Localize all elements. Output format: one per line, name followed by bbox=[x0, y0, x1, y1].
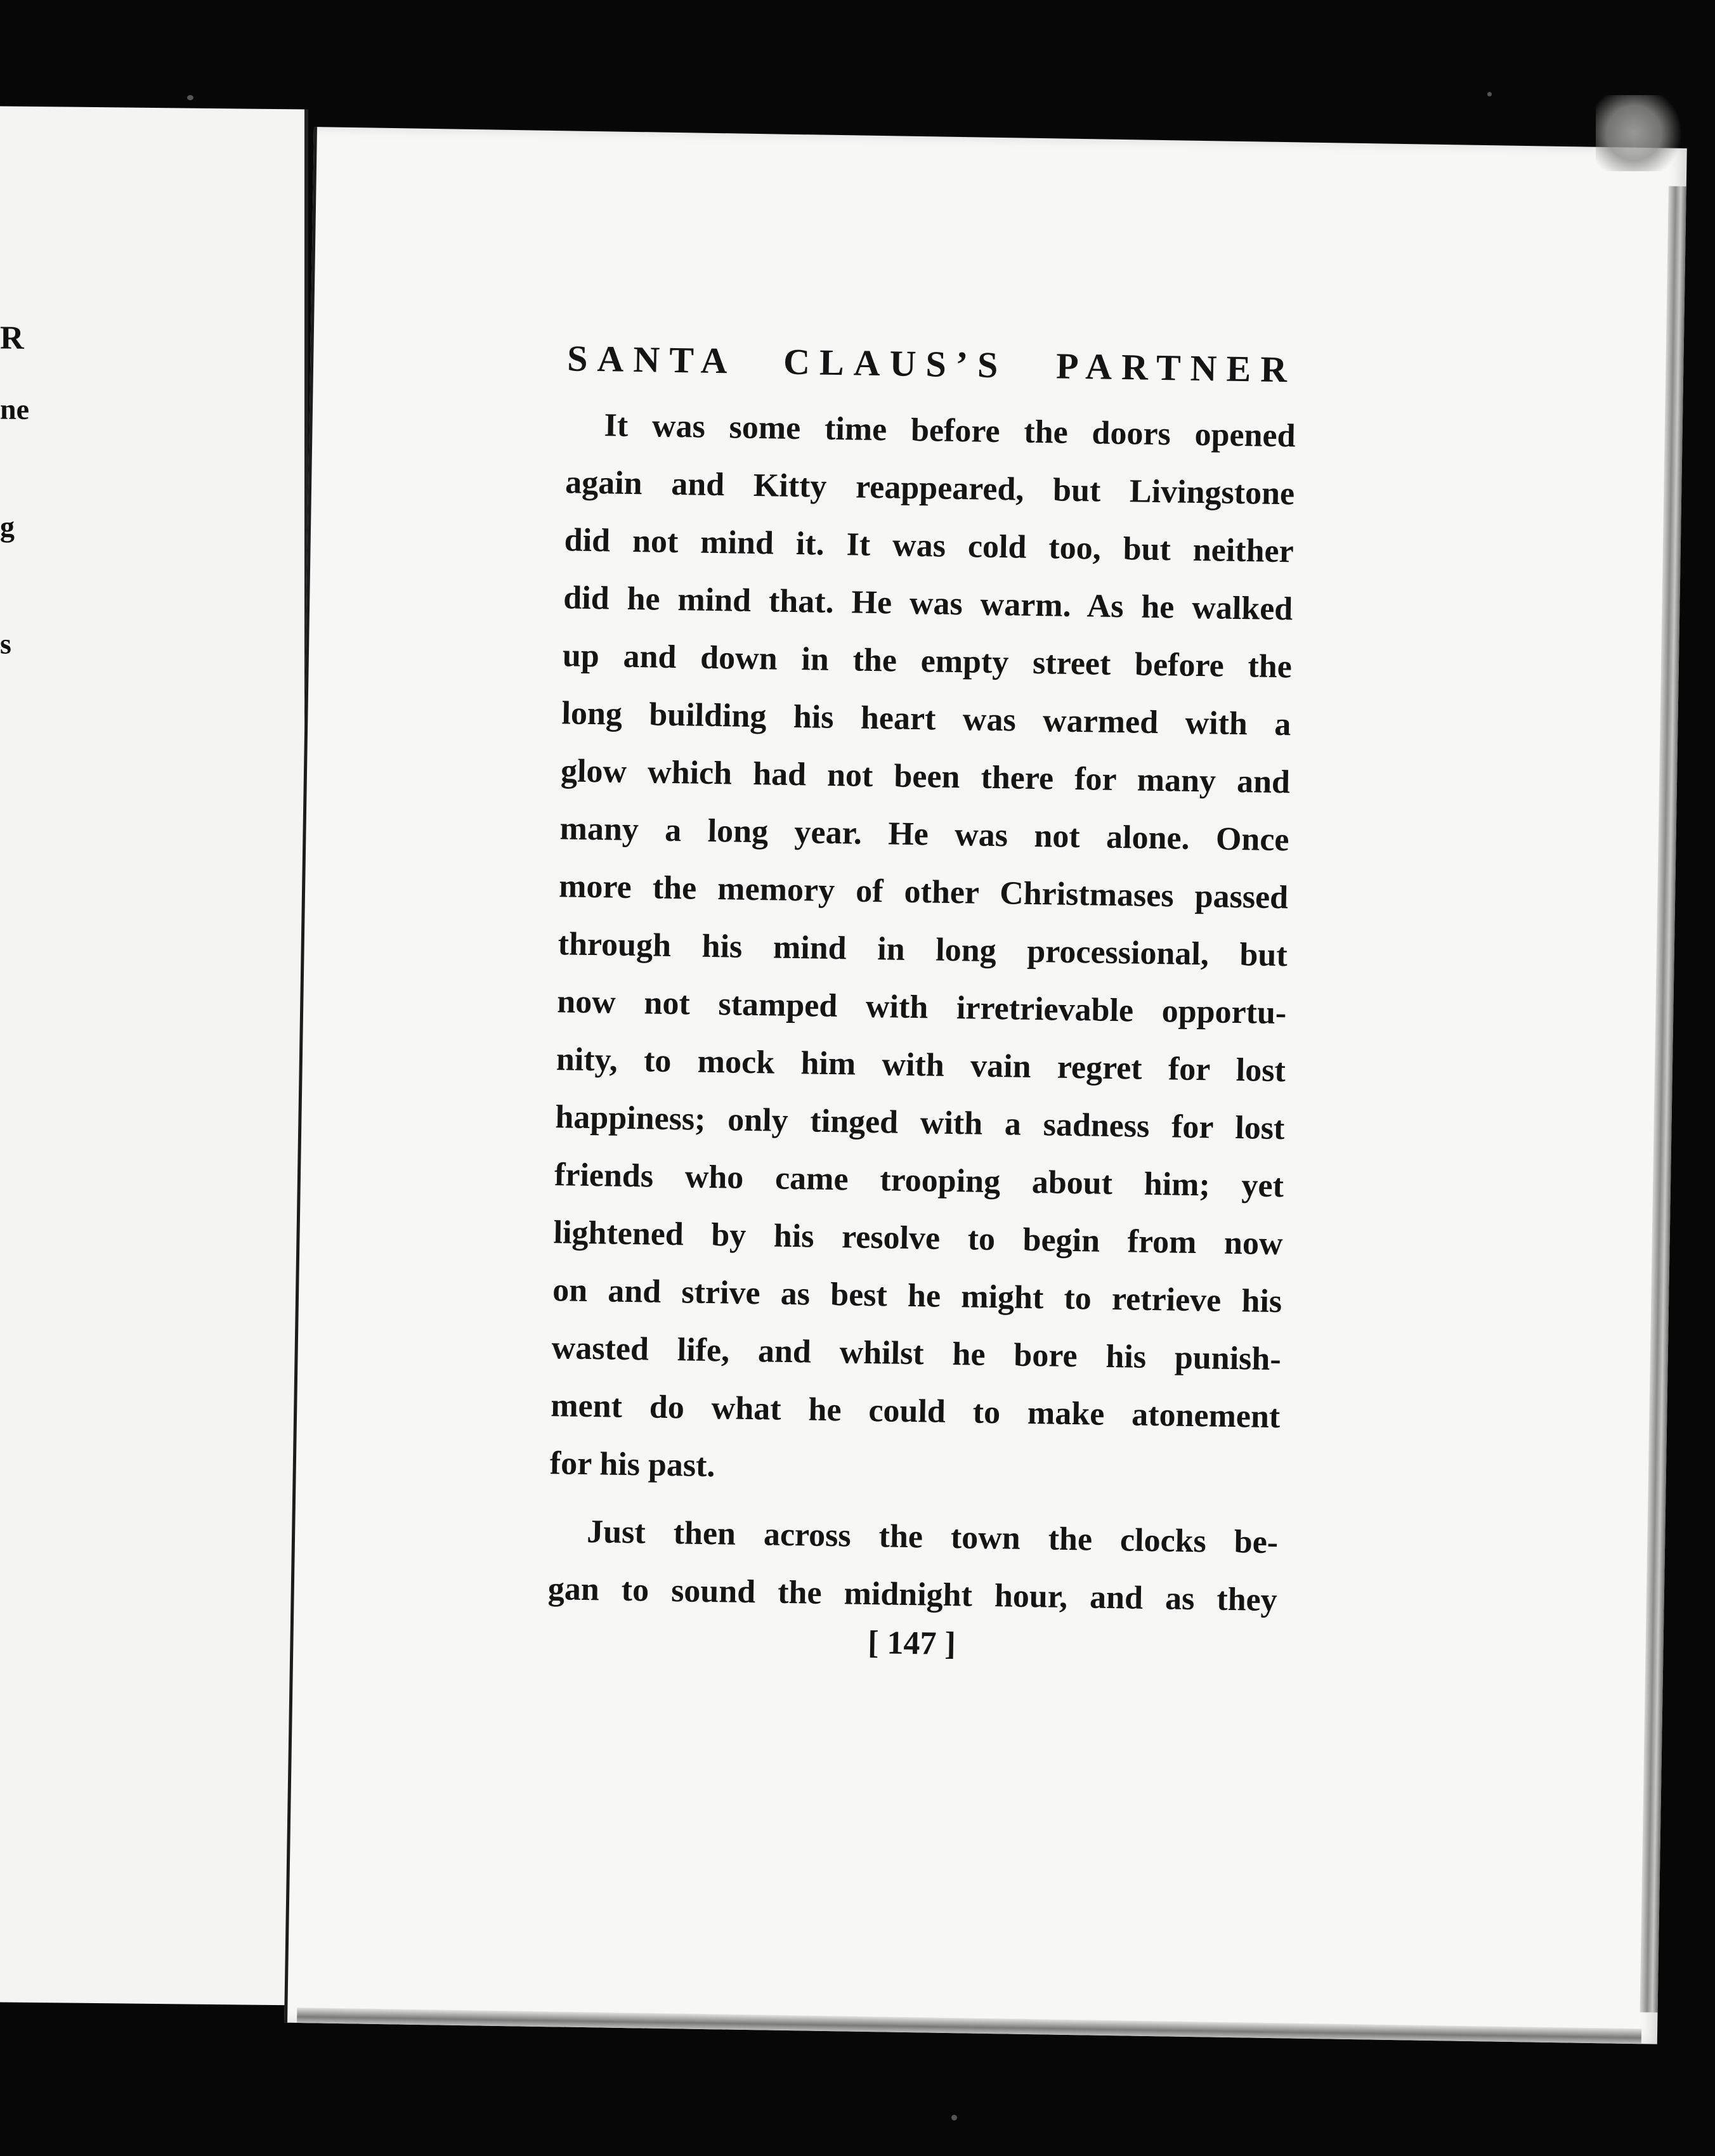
facing-page-fragment: ne bbox=[0, 393, 29, 425]
text-line: now not stamped with irretrievable opportu- bbox=[556, 984, 1287, 1032]
text-line: It was some time before the doors opened bbox=[604, 407, 1296, 455]
text-line: for his past. bbox=[549, 1445, 715, 1484]
dust-speck bbox=[951, 2115, 957, 2120]
text-line: up and down in the empty street before the bbox=[562, 637, 1293, 685]
facing-page bbox=[0, 106, 308, 2005]
dust-speck bbox=[1487, 92, 1492, 96]
facing-page-fragment: R bbox=[0, 320, 24, 356]
text-line: did he mind that. He was warm. As he walked bbox=[563, 580, 1293, 628]
text-line: glow which had not been there for many and bbox=[560, 753, 1291, 801]
text-line: Just then across the town the clocks be- bbox=[586, 1514, 1279, 1561]
text-line: friends who came trooping about him; yet bbox=[554, 1157, 1284, 1205]
text-line: ment do what he could to make atonement bbox=[550, 1387, 1281, 1436]
torn-corner bbox=[1596, 95, 1691, 171]
text-line: through his mind in long processional, but bbox=[558, 926, 1288, 974]
running-head: SANTA CLAUS’S PARTNER bbox=[566, 337, 1297, 391]
facing-page-fragment: g bbox=[0, 510, 15, 543]
page-number: [ 147 ] bbox=[867, 1625, 956, 1663]
text-line: lightened by his resolve to begin from now bbox=[553, 1214, 1283, 1263]
paragraph bbox=[547, 1502, 1279, 1629]
text-block bbox=[547, 337, 1297, 1666]
paragraph bbox=[549, 396, 1296, 1503]
text-line: again and Kitty reappeared, but Livingstone bbox=[564, 464, 1295, 512]
page-edge bbox=[1640, 186, 1686, 2013]
dust-speck bbox=[187, 95, 193, 100]
text-line: more the memory of other Christmases passed bbox=[558, 868, 1289, 916]
text-line: gan to sound the midnight hour, and as they bbox=[547, 1571, 1278, 1619]
facing-page-fragment: s bbox=[0, 627, 11, 660]
page-bottom-edge bbox=[297, 2008, 1641, 2044]
text-line: nity, to mock him with vain regret for lost bbox=[556, 1041, 1286, 1089]
text-line: long building his heart was warmed with a bbox=[561, 695, 1291, 743]
text-line: wasted life, and whilst he bore his punish- bbox=[551, 1330, 1282, 1378]
book-page bbox=[284, 127, 1687, 2044]
text-line: many a long year. He was not alone. Once bbox=[559, 810, 1289, 859]
text-line: happiness; only tinged with a sadness for lost bbox=[555, 1099, 1285, 1147]
text-line: did not mind it. It was cold too, but neither bbox=[564, 522, 1294, 570]
text-line: on and strive as best he might to retrieve his bbox=[552, 1272, 1282, 1320]
